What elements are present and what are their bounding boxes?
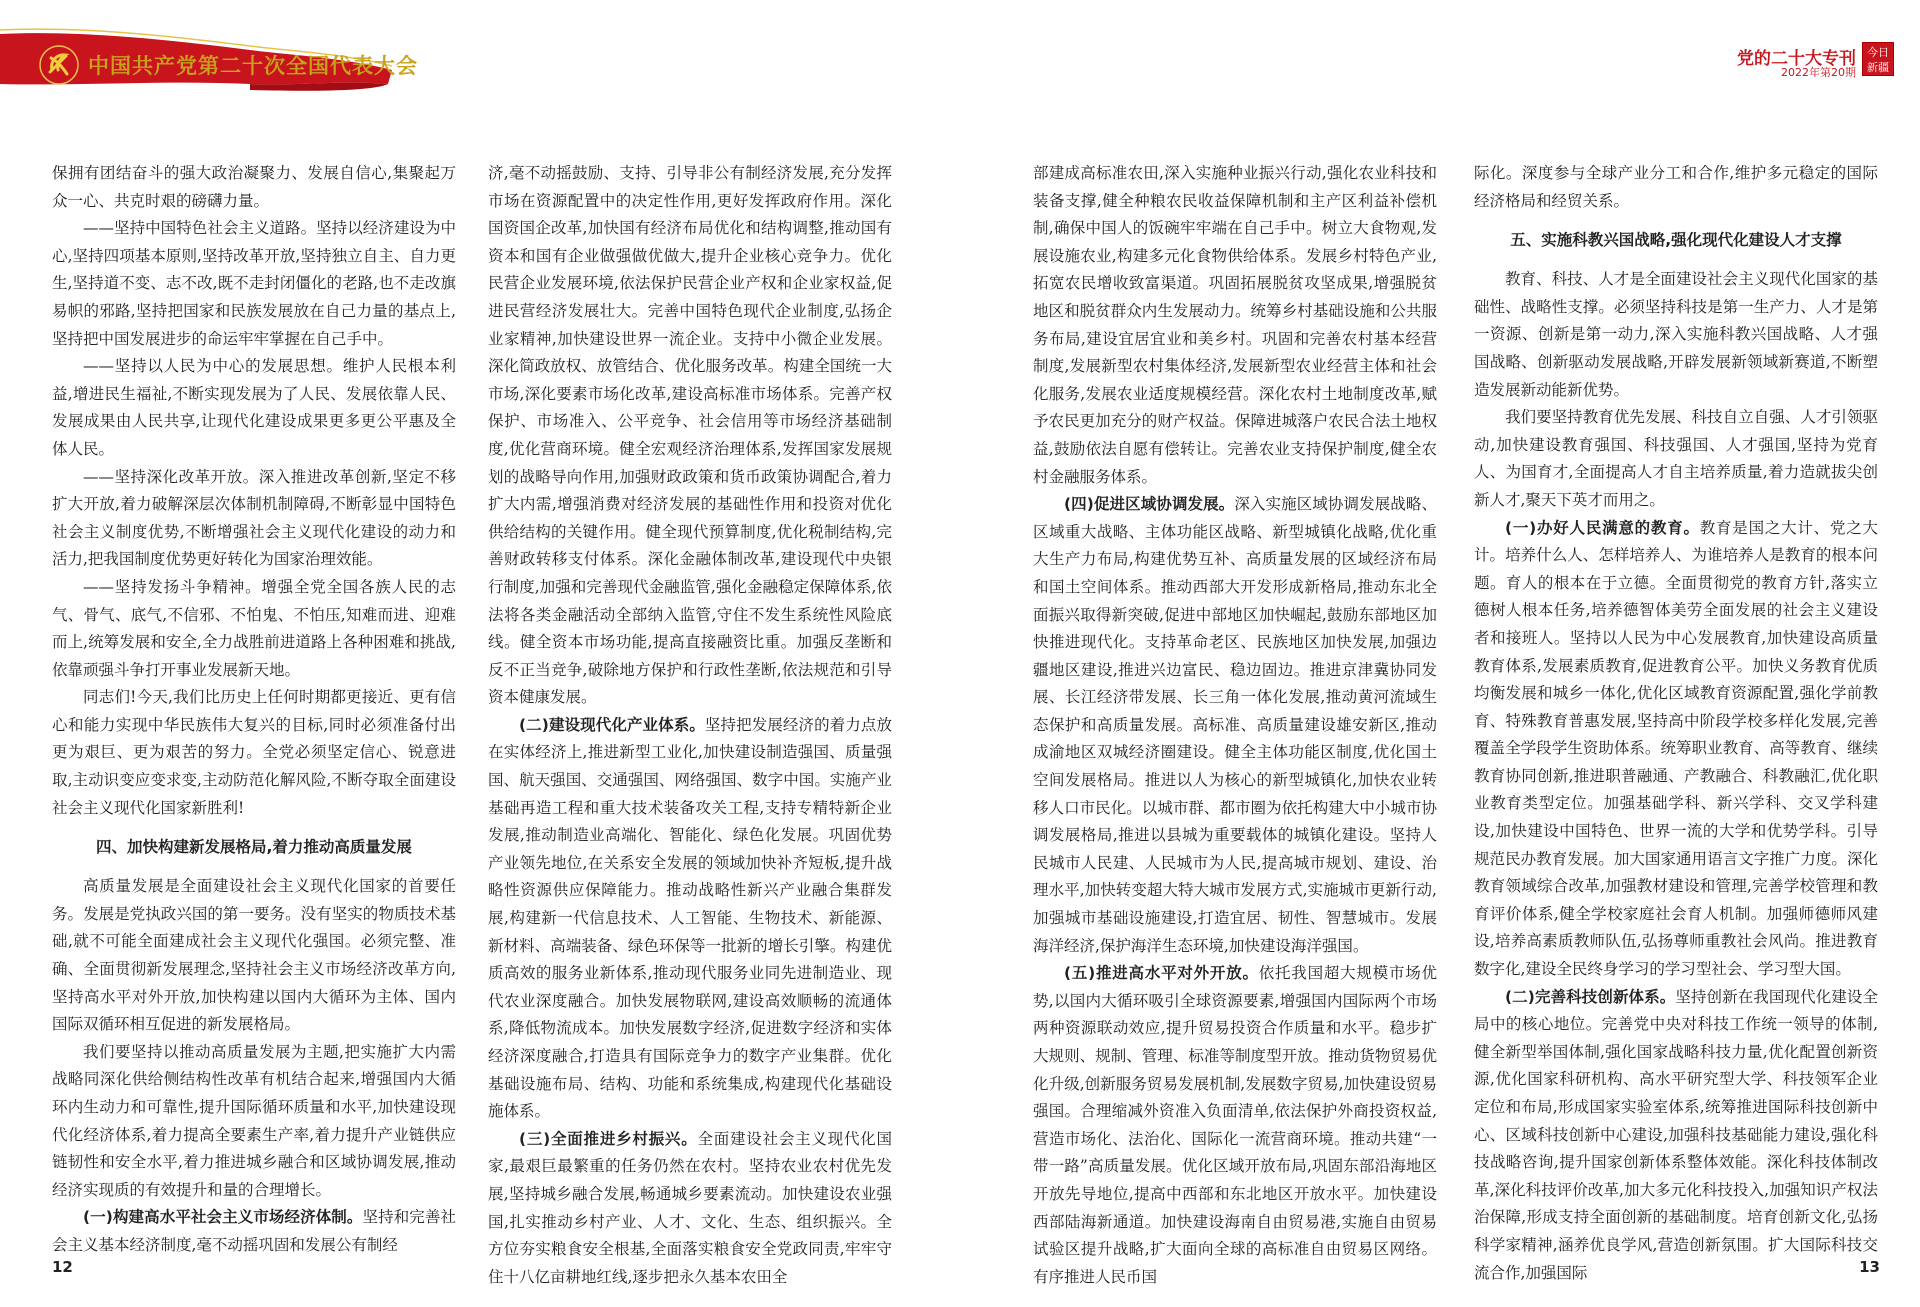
section-heading: 四、加快构建新发展格局,着力推动高质量发展 [96, 838, 412, 857]
subsection-heading: (三)全面推进乡村振兴。 [519, 1129, 698, 1148]
paragraph: 际化。深度参与全球产业分工和合作,维护多元稳定的国际经济格局和经贸关系。 [1474, 164, 1878, 210]
text-column-1 [52, 160, 456, 1254]
paragraph [1474, 984, 1878, 1288]
subsection-heading: (一)构建高水平社会主义市场经济体制。 [83, 1208, 363, 1227]
subsection-heading: (二)建设现代化产业体系。 [519, 715, 705, 734]
paragraph-text: 教育是国之大计、党之大计。培养什么人、怎样培养人、为谁培养人是教育的根本问题。育人的根本在于立德。全面贯彻党的教育方针,落实立德树人根本任务,培养德智体美劳全面发展的社会主义建设者和接班人。坚持以人民为中心发展教育,加快建设高质量教育体系,发展素质教育,促进教育公平。加快义务教育优质均衡发展和城乡一体化,优化区域教育资源配置,强化学前教育、特殊教育普惠发展,坚持高中阶段学校多样化发展,完善覆盖全学段学生资助体系。统筹职业教育、高等教育、继续教育协同创新,推进职普融通、产教融合、科教融汇,优化职业教育类型定位。加强基础学科、新兴学科、交叉学科建设,加快建设中国特色、世界一流的大学和优势学科。引导规范民办教育发展。加大国家通用语言文字推广力度。深化教育领域综合改革,加强教材建设和管理,完善学校管理和教育评价体系,健全学校家庭社会育人机制。加强师德师风建设,培养高素质教师队伍,弘扬尊师重教社会风尚。推进教育数字化,建设全民终身学习的学习型社会、学习型大国。 [1474, 518, 1878, 979]
section-heading: 五、实施科教兴国战略,强化现代化建设人才支撑 [1510, 231, 1842, 250]
paragraph: 保拥有团结奋斗的强大政治凝聚力、发展自信心,集聚起万众一心、共克时艰的磅礴力量。 [52, 164, 456, 210]
subsection-heading: (四)促进区域协调发展。 [1064, 495, 1235, 514]
paragraph [52, 1204, 456, 1259]
banner-title: 中国共产党第二十次全国代表大会 [88, 54, 418, 78]
magazine-special-title: 党的二十大专刊 [1737, 49, 1856, 69]
paragraph-text: 深入实施区域协调发展战略、区域重大战略、主体功能区战略、新型城镇化战略,优化重大生产力布局,构建优势互补、高质量发展的区域经济布局和国土空间体系。推动西部大开发形成新格局,推动东北全面振兴取得新突破,促进中部地区加快崛起,鼓励东部地区加快推进现代化。支持革命老区、民族地区加快发展,加强边疆地区建设,推进兴边富民、稳边固边。推进京津冀协同发展、长江经济带发展、长三角一体化发展,推动黄河流域生态保护和高质量发展。高标准、高质量建设雄安新区,推动成渝地区双城经济圈建设。健全主体功能区制度,优化国土空间发展格局。推进以人为核心的新型城镇化,加快农业转移人口市民化。以城市群、都市圈为依托构建大中小城市协调发展格局,推进以县城为重要载体的城镇化建设。坚持人民城市人民建、人民城市为人民,提高城市规划、建设、治理水平,加快转变超大特大城市发展方式,实施城市更新行动,加强城市基础设施建设,打造宜居、韧性、智慧城市。发展海洋经济,保护海洋生态环境,加快建设海洋强国。 [1033, 495, 1437, 955]
paragraph-text: 依托我国超大规模市场优势,以国内大循环吸引全球资源要素,增强国内国际两个市场两种资源联动效应,提升贸易投资合作质量和水平。稳步扩大规则、规制、管理、标准等制度型开放。推动货物贸易优化升级,创新服务贸易发展机制,发展数字贸易,加快建设贸易强国。合理缩减外资准入负面清单,依法保护外商投资权益,营造市场化、法治化、国际化一流营商环境。推动共建“一带一路”高质量发展。优化区域开放布局,巩固东部沿海地区开放先导地位,提高中西部和东北地区开放水平。加快建设西部陆海新通道。加快建设海南自由贸易港,实施自由贸易试验区提升战略,扩大面向全球的高标准自由贸易区网络。有序推进人民币国 [1033, 964, 1437, 1286]
paragraph: ——坚持发扬斗争精神。增强全党全国各族人民的志气、骨气、底气,不信邪、不怕鬼、不怕压,知难而进、迎难而上,统筹发展和安全,全力战胜前进道路上各种困难和挑战,依靠顽强斗争打开事业发展新天地。 [52, 577, 456, 679]
paragraph-text: 坚持和完善社会主义基本经济制度,毫不动摇巩固和发展公有制经 [52, 1208, 456, 1254]
paragraph: 济,毫不动摇鼓励、支持、引导非公有制经济发展,充分发挥市场在资源配置中的决定性作用,更好发挥政府作用。深化国资国企改革,加快国有经济布局优化和结构调整,推动国有资本和国有企业做强做优做大,提升企业核心竞争力。优化民营企业发展环境,依法保护民营企业产权和企业家权益,促进民营经济发展壮大。完善中国特色现代企业制度,弘扬企业家精神,加快建设世界一流企业。支持中小微企业发展。深化简政放权、放管结合、优化服务改革。构建全国统一大市场,深化要素市场化改革,建设高标准市场体系。完善产权保护、市场准入、公平竞争、社会信用等市场经济基础制度,优化营商环境。健全宏观经济治理体系,发挥国家发展规划的战略导向作用,加强财政政策和货币政策协调配合,着力扩大内需,增强消费对经济发展的基础性作用和投资对优化供给结构的关键作用。健全现代预算制度,优化税制结构,完善财政转移支付体系。深化金融体制改革,建设现代中央银行制度,加强和完善现代金融监管,强化金融稳定保障体系,依法将各类金融活动全部纳入监管,守住不发生系统性风险底线。健全资本市场功能,提高直接融资比重。加强反垄断和反不正当竞争,破除地方保护和行政性垄断,依法规范和引导资本健康发展。 [488, 164, 892, 707]
paragraph [1033, 491, 1437, 960]
subsection-heading: (二)完善科技创新体系。 [1505, 987, 1676, 1006]
paragraph-text: 全面建设社会主义现代化国家,最艰巨最繁重的任务仍然在农村。坚持农业农村优先发展,坚持城乡融合发展,畅通城乡要素流动。加快建设农业强国,扎实推动乡村产业、人才、文化、生态、组织振兴。全方位夯实粮食安全根基,全面落实粮食安全党政同责,牢牢守住十八亿亩耕地红线,逐步把永久基本农田全 [488, 1129, 892, 1286]
paragraph: 我们要坚持以推动高质量发展为主题,把实施扩大内需战略同深化供给侧结构性改革有机结合起来,增强国内大循环内生动力和可靠性,提升国际循环质量和水平,加快建设现代化经济体系,着力提高全要素生产率,着力提升产业链供应链韧性和安全水平,着力推进城乡融合和区域协调发展,推动经济实现质的有效提升和量的合理增长。 [52, 1042, 456, 1199]
paragraph: 高质量发展是全面建设社会主义现代化国家的首要任务。发展是党执政兴国的第一要务。没有坚实的物质技术基础,就不可能全面建成社会主义现代化强国。必须完整、准确、全面贯彻新发展理念,坚持社会主义市场经济改革方向,坚持高水平对外开放,加快构建以国内大循环为主体、国内国际双循环相互促进的新发展格局。 [52, 877, 456, 1034]
paragraph [488, 1126, 892, 1292]
party-emblem-icon [38, 44, 80, 86]
page-number-left: 12 [52, 1258, 73, 1276]
paragraph [1033, 960, 1437, 1291]
paragraph: ——坚持深化改革开放。深入推进改革创新,坚定不移扩大开放,着力破解深层次体制机制障碍,不断彰显中国特色社会主义制度优势,不断增强社会主义现代化建设的动力和活力,把我国制度优势更好转化为国家治理效能。 [52, 467, 456, 569]
paragraph: ——坚持以人民为中心的发展思想。维护人民根本利益,增进民生福祉,不断实现发展为了人民、发展依靠人民、发展成果由人民共享,让现代化建设成果更多更公平惠及全体人民。 [52, 357, 456, 458]
paragraph [488, 712, 892, 1126]
paragraph: 同志们!今天,我们比历史上任何时期都更接近、更有信心和能力实现中华民族伟大复兴的目标,同时必须准备付出更为艰巨、更为艰苦的努力。全党必须坚定信心、锐意进取,主动识变应变求变,主动防范化解风险,不断夺取全面建设社会主义现代化国家新胜利! [52, 688, 456, 817]
subsection-heading: (一)办好人民满意的教育。 [1505, 518, 1700, 537]
paragraph: 教育、科技、人才是全面建设社会主义现代化国家的基础性、战略性支撑。必须坚持科技是第一生产力、人才是第一资源、创新是第一动力,深入实施科教兴国战略、人才强国战略、创新驱动发展战略,开辟发展新领域新赛道,不断塑造发展新动能新优势。 [1474, 270, 1878, 399]
paragraph: 部建成高标准农田,深入实施种业振兴行动,强化农业科技和装备支撑,健全种粮农民收益保障机制和主产区利益补偿机制,确保中国人的饭碗牢牢端在自己手中。树立大食物观,发展设施农业,构建多元化食物供给体系。发展乡村特色产业,拓宽农民增收致富渠道。巩固拓展脱贫攻坚成果,增强脱贫地区和脱贫群众内生发展动力。统筹乡村基础设施和公共服务布局,建设宜居宜业和美乡村。巩固和完善农村基本经营制度,发展新型农村集体经济,发展新型农业经营主体和社会化服务,发展农业适度规模经营。深化农村土地制度改革,赋予农民更加充分的财产权益。保障进城落户农民合法土地权益,鼓励依法自愿有偿转让。完善农业支持保护制度,健全农村金融服务体系。 [1033, 164, 1437, 486]
text-column-3 [1033, 160, 1437, 1286]
issue-number: 2022年第20期 [1781, 66, 1856, 79]
page-number-right: 13 [1859, 1258, 1880, 1276]
paragraph [1474, 515, 1878, 984]
magazine-logo-stamp: 今日新疆 [1862, 42, 1894, 76]
subsection-heading: (五)推进高水平对外开放。 [1064, 964, 1259, 983]
paragraph: ——坚持中国特色社会主义道路。坚持以经济建设为中心,坚持四项基本原则,坚持改革开放,坚持独立自主、自力更生,坚持道不变、志不改,既不走封闭僵化的老路,也不走改旗易帜的邪路,坚持把国家和民族发展放在自己力量的基点上,坚持把中国发展进步的命运牢牢掌握在自己手中。 [52, 219, 456, 348]
text-column-2 [488, 160, 892, 1286]
paragraph-text: 坚持把发展经济的着力点放在实体经济上,推进新型工业化,加快建设制造强国、质量强国、航天强国、交通强国、网络强国、数字中国。实施产业基础再造工程和重大技术装备攻关工程,支持专精特新企业发展,推动制造业高端化、智能化、绿色化发展。巩固优势产业领先地位,在关系安全发展的领域加快补齐短板,提升战略性资源供应保障能力。推动战略性新兴产业融合集群发展,构建新一代信息技术、人工智能、生物技术、新能源、新材料、高端装备、绿色环保等一批新的增长引擎。构建优质高效的服务业新体系,推动现代服务业同先进制造业、现代农业深度融合。加快发展物联网,建设高效顺畅的流通体系,降低物流成本。加快发展数字经济,促进数字经济和实体经济深度融合,打造具有国际竞争力的数字产业集群。优化基础设施布局、结构、功能和系统集成,构建现代化基础设施体系。 [488, 715, 892, 1121]
paragraph: 我们要坚持教育优先发展、科技自立自强、人才引领驱动,加快建设教育强国、科技强国、人才强国,坚持为党育人、为国育才,全面提高人才自主培养质量,着力造就拔尖创新人才,聚天下英才而用之。 [1474, 408, 1878, 509]
paragraph-text: 坚持创新在我国现代化建设全局中的核心地位。完善党中央对科技工作统一领导的体制,健全新型举国体制,强化国家战略科技力量,优化配置创新资源,优化国家科研机构、高水平研究型大学、科技领军企业定位和布局,形成国家实验室体系,统筹推进国际科技创新中心、区域科技创新中心建设,加强科技基础能力建设,强化科技战略咨询,提升国家创新体系整体效能。深化科技体制改革,深化科技评价改革,加大多元化科技投入,加强知识产权法治保障,形成支持全面创新的基础制度。培育创新文化,弘扬科学家精神,涵养优良学风,营造创新氛围。扩大国际科技交流合作,加强国际 [1474, 987, 1878, 1282]
